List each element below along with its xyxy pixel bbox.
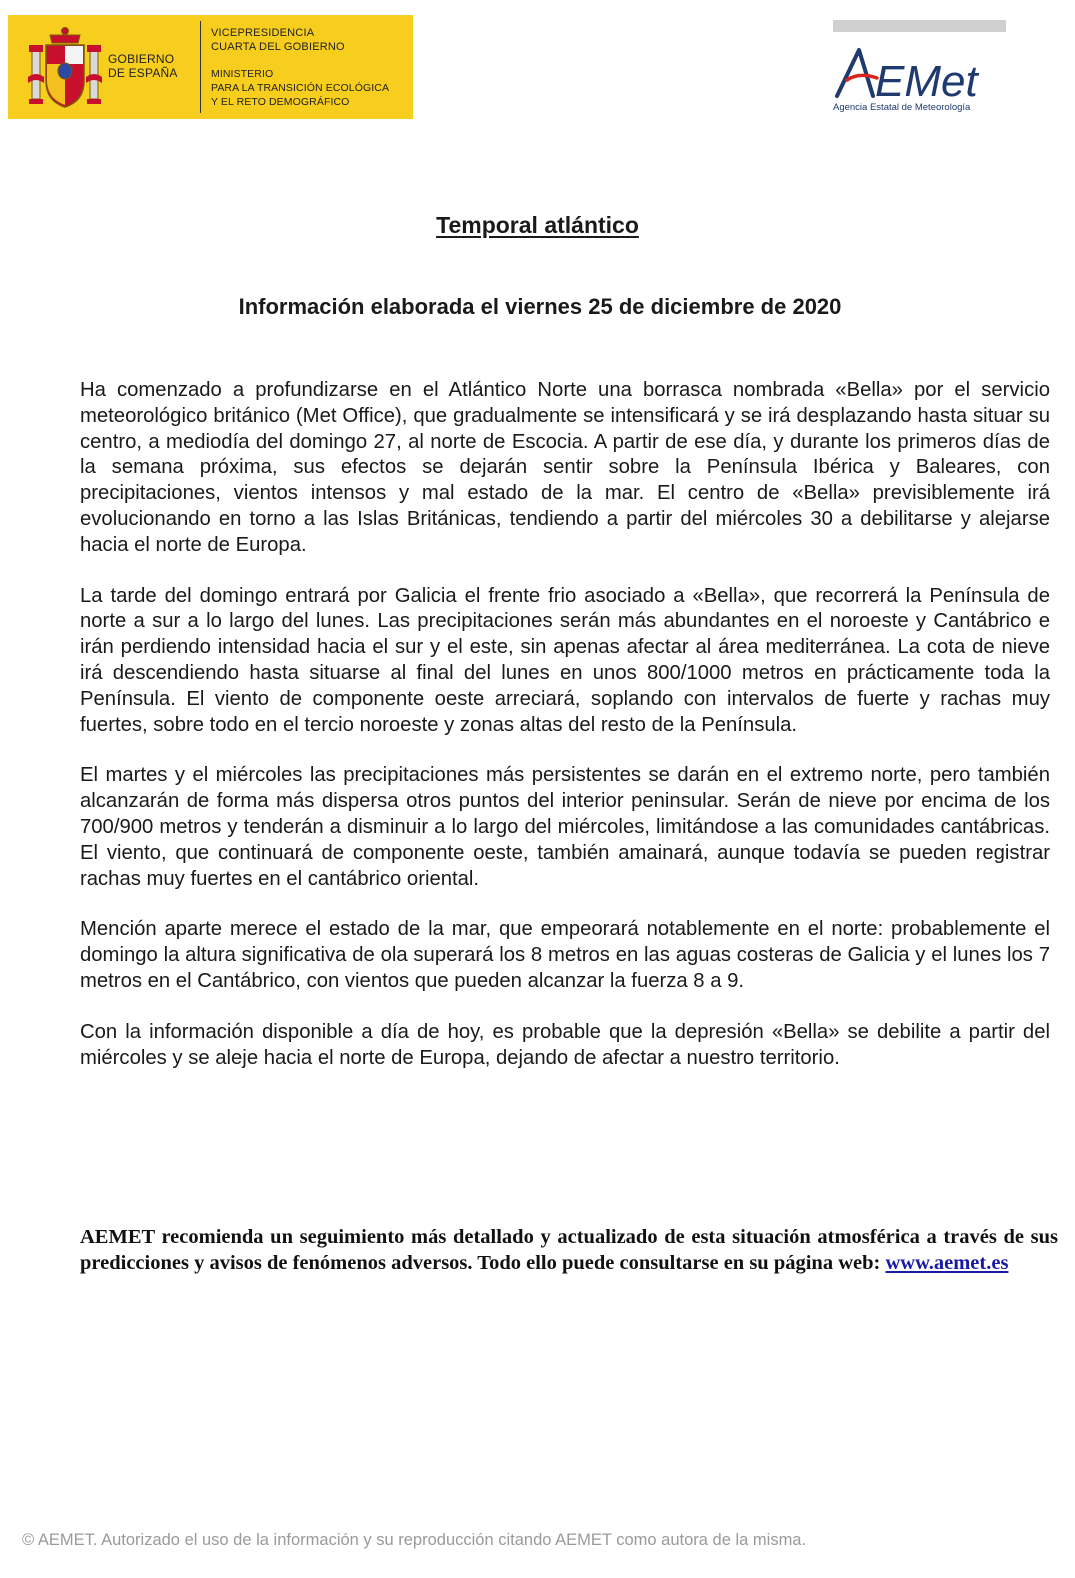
recommendation-text: AEMET recomienda un seguimiento más detallado y actualizado de esta situación atmosférica a través de sus predicciones y avisos de fenómenos adversos. Todo ello puede consultarse en su página web: — [80, 1226, 1058, 1274]
government-name-line-2: DE ESPAÑA — [108, 66, 178, 80]
vicepresidency-label — [211, 26, 345, 54]
paragraph-1: Ha comenzado a profundizarse en el Atlántico Norte una borrasca nombrada «Bella» por el servicio meteorológico británico (Met Office), que gradualmente se intensificará y se irá desplazando hasta situar su centro, a mediodía del domingo 27, al norte de Escocia. A partir de ese día, y durante los primeros días de la semana próxima, sus efectos se dejarán sentir sobre la Península Ibérica y Baleares, con precipitaciones, vientos intensos y mal estado de la mar. El centro de «Bella» previsiblemente irá evolucionando en torno a las Islas Británicas, tendiendo a partir del miércoles 30 a debilitarse y alejarse hacia el norte de Europa. — [80, 379, 1050, 556]
document-body — [80, 378, 1050, 1096]
vicepresidency-line-2: CUARTA DEL GOBIERNO — [211, 41, 345, 53]
copyright-footer: © AEMET. Autorizado el uso de la información y su reproducción citando AEMET como autora de la misma. — [22, 1531, 807, 1549]
aemet-logo — [833, 18, 1008, 118]
ministry-line-1: MINISTERIO — [211, 68, 274, 80]
aemet-website-link[interactable]: www.aemet.es — [885, 1252, 1009, 1274]
aemet-tagline: Agencia Estatal de Meteorología — [833, 102, 971, 113]
government-name-line-1: GOBIERNO — [108, 52, 175, 66]
ministry-line-2: PARA LA TRANSICIÓN ECOLÓGICA — [211, 82, 390, 94]
ministry-label — [211, 67, 389, 109]
paragraph-4: Mención aparte merece el estado de la mar, que empeorará notablemente en el norte: probablemente el domingo la altura significativa de ola superará los 8 metros en las aguas costeras de Galicia y el lunes los 7 metros en el Cantábrico, con vientos que pueden alcanzar la fuerza 8 a 9. — [80, 918, 1050, 992]
document-title: Temporal atlántico — [436, 212, 639, 238]
aemet-wordmark-text: EMet — [875, 57, 978, 102]
ministry-line-3: Y EL RETO DEMOGRÁFICO — [211, 96, 350, 108]
paragraph-3: El martes y el miércoles las precipitaciones más persistentes se darán en el extremo norte, pero también alcanzarán de forma más dispersa otros puntos del interior peninsular. Serán de nieve por encima de los 700/900 metros y tenderán a disminuir a lo largo del miércoles, limitándose a las comunidades cantábricas. El viento, que continuará de componente oeste, también amainará, aunque todavía se pueden registrar rachas muy fuertes en el cantábrico oriental. — [80, 764, 1050, 890]
vicepresidency-line-1: VICEPRESIDENCIA — [211, 27, 315, 39]
government-name — [108, 52, 178, 80]
aemet-wordmark — [833, 38, 1008, 102]
aemet-logo-bar — [833, 20, 1006, 32]
paragraph-2: La tarde del domingo entrará por Galicia el frente frio asociado a «Bella», que recorrerá la Península de norte a sur a lo largo del lunes. Las precipitaciones serán más abundantes en el noroeste y Cantábrico e irán perdiendo intensidad hacia el sur y el este, sin apenas afectar al área mediterránea. La cota de nieve irá descendiendo hasta situarse al final del lunes en unos 800/1000 metros en prácticamente toda la Península. El viento de componente oeste arreciará, soplando con intervalos de fuerte y rachas muy fuertes, sobre todo en el tercio noroeste y zonas altas del resto de la Península. — [80, 584, 1050, 736]
paragraph-5: Con la información disponible a día de hoy, es probable que la depresión «Bella» se debilite a partir del miércoles y se aleje hacia el norte de Europa, dejando de afectar a nuestro territorio. — [80, 1020, 1050, 1069]
document-subtitle: Información elaborada el viernes 25 de diciembre de 2020 — [238, 294, 842, 319]
recommendation-notice — [80, 1224, 1058, 1276]
banner-divider — [200, 21, 201, 113]
government-banner — [8, 15, 413, 119]
coat-of-arms-icon — [26, 25, 104, 111]
